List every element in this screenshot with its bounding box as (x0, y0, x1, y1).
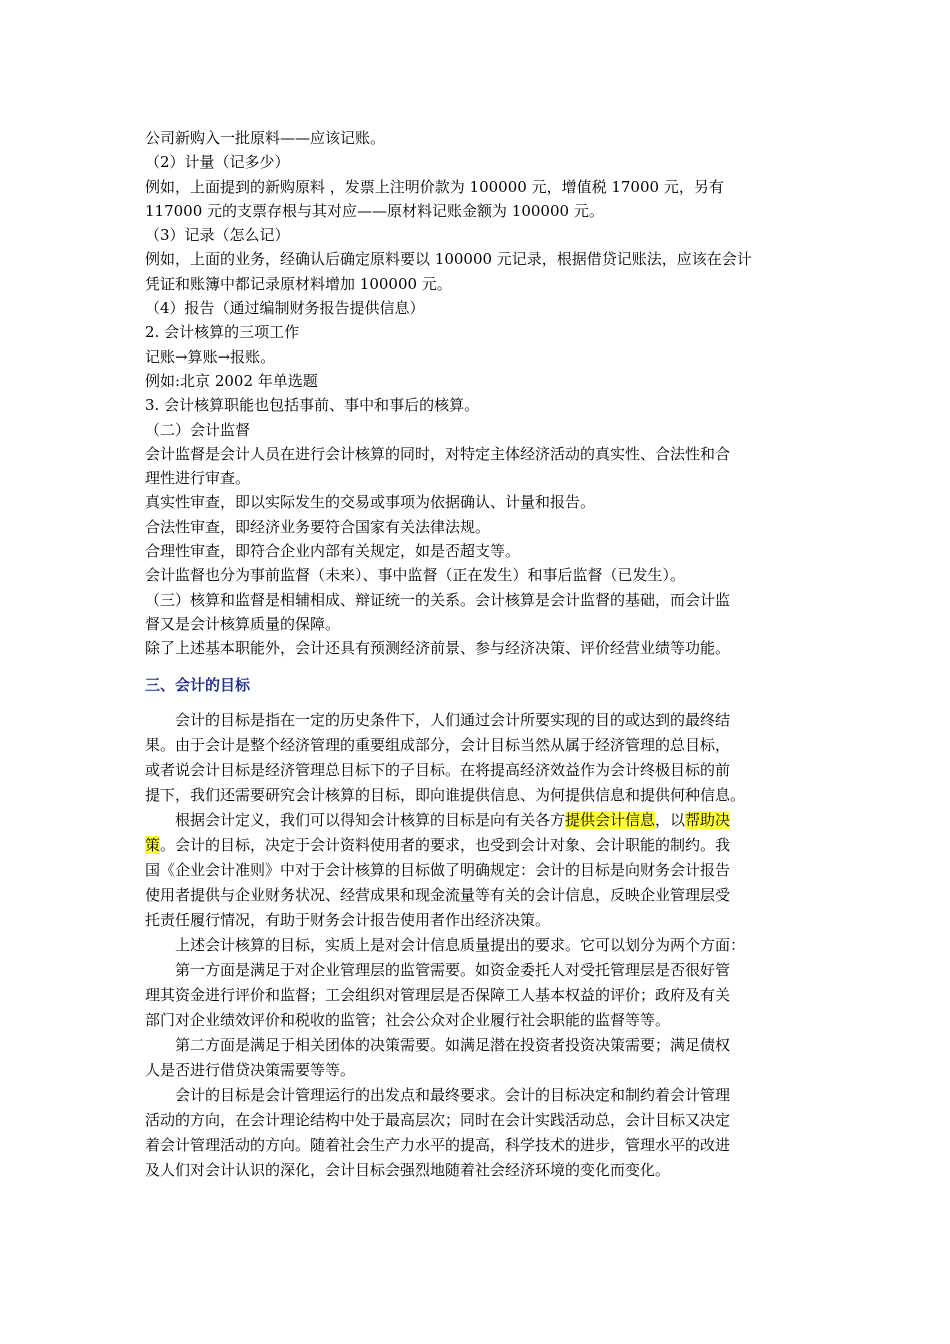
text-line: （2）计量（记多少） (145, 153, 290, 172)
text-line: 国《企业会计准则》中对于会计核算的目标做了明确规定：会计的目标是向财务会计报告 (145, 860, 731, 879)
paragraph-quality (145, 933, 810, 958)
section-heading: 三、会计的目标 (145, 675, 251, 694)
text-line: 使用者提供与企业财务状况、经营成果和现金流量等有关的会计信息，反映企业管理层受 (145, 885, 731, 904)
text-line: （二）会计监督 (145, 420, 251, 439)
text-line: 提下，我们还需要研究会计核算的目标，即向谁提供信息、为何提供信息和提供何种信息。 (145, 785, 746, 804)
text-line: 例如，上面的业务，经确认后确定原料要以 100000 元记录，根据借贷记账法，应该在会计 (145, 250, 752, 269)
text-line (145, 833, 810, 858)
text-line: 理性进行审查。 (145, 469, 251, 488)
text-line: 例如:北京 2002 年单选题 (145, 371, 318, 390)
text-line: 记账→算账→报账。 (145, 347, 276, 366)
paragraph-first-aspect (145, 958, 810, 1033)
text-line: 真实性审查，即以实际发生的交易或事项为依据确认、计量和报告。 (145, 493, 596, 512)
functions-section (145, 126, 810, 661)
text-line: （3）记录（怎么记） (145, 226, 290, 245)
text-line: 3. 会计核算职能也包括事前、事中和事后的核算。 (145, 396, 480, 415)
text-line: （三）核算和监督是相辅相成、辩证统一的关系。会计核算是会计监督的基础，而会计监 (145, 590, 731, 609)
text-line: 托责任履行情况，有助于财务会计报告使用者作出经济决策。 (145, 910, 551, 929)
text-line: 除了上述基本职能外，会计还具有预测经济前景、参与经济决策、评价经营业绩等功能。 (145, 639, 731, 658)
text-line: 理其资金进行评价和监督；工会组织对管理层是否保障工人基本权益的评价；政府及有关 (145, 985, 731, 1004)
text-line: 着会计管理活动的方向。随着社会生产力水平的提高，科学技术的进步，管理水平的改进 (145, 1135, 731, 1154)
text-line: 凭证和账簿中都记录原材料增加 100000 元。 (145, 274, 452, 293)
highlighted-text: 帮助决 (685, 810, 731, 829)
text-line: 会计的目标是会计管理运行的出发点和最终要求。会计的目标决定和制约着会计管理 (175, 1085, 731, 1104)
text-line: 部门对企业绩效评价和税收的监管；社会公众对企业履行社会职能的监督等等。 (145, 1010, 671, 1029)
text-line: 会计监督是会计人员在进行会计核算的同时，对特定主体经济活动的真实性、合法性和合 (145, 444, 731, 463)
text-line: 公司新购入一批原料——应该记账。 (145, 129, 386, 147)
text-line: 督又是会计核算质量的保障。 (145, 614, 341, 633)
text-line: 上述会计核算的目标，实质上是对会计信息质量提出的要求。它可以划分为两个方面： (175, 935, 746, 954)
text-line: 第一方面是满足于对企业管理层的监管需要。如资金委托人对受托管理层是否很好管 (175, 960, 731, 979)
highlighted-text: 策 (145, 835, 161, 854)
paragraph-second-aspect (145, 1033, 810, 1083)
paragraph-definition (145, 708, 810, 808)
text-line (145, 808, 810, 833)
text-line: 果。由于会计是整个经济管理的重要组成部分，会计目标当然从属于经济管理的总目标， (145, 735, 731, 754)
text-line: 会计的目标是指在一定的历史条件下，人们通过会计所要实现的目的或达到的最终结 (175, 710, 731, 729)
text-run: 根据会计定义，我们可以得知会计核算的目标是向有关各方 (175, 810, 566, 829)
text-line: 2. 会计核算的三项工作 (145, 323, 300, 342)
text-line: 人是否进行借贷决策需要等等。 (145, 1060, 356, 1079)
text-line: 合理性审查，即符合企业内部有关规定，如是否超支等。 (145, 542, 521, 561)
text-line: （4）报告（通过编制财务报告提供信息） (145, 299, 425, 318)
text-line: 或者说会计目标是经济管理总目标下的子目标。在将提高经济效益作为会计终极目标的前 (145, 760, 731, 779)
text-line: 117000 元的支票存根与其对应——原材料记账金额为 100000 元。 (145, 201, 604, 220)
text-run: ，以 (655, 810, 686, 829)
document-body (145, 126, 810, 1183)
text-line: 第二方面是满足于相关团体的决策需要。如满足潜在投资者投资决策需要；满足债权 (175, 1035, 731, 1054)
text-line: 及人们对会计认识的深化，会计目标会强烈地随着社会经济环境的变化而变化。 (145, 1160, 671, 1179)
paragraph-conclusion (145, 1083, 810, 1183)
text-line: 例如，上面提到的新购原料 ，发票上注明价款为 100000 元，增值税 17000 元，另有 (145, 177, 724, 196)
text-line: 合法性审查，即经济业务要符合国家有关法律法规。 (145, 517, 491, 536)
highlighted-text: 提供会计信息 (565, 810, 656, 829)
text-line: 活动的方向，在会计理论结构中处于最高层次；同时在会计实践活动总，会计目标又决定 (145, 1110, 731, 1129)
paragraph-objective (145, 808, 810, 933)
text-run: 。会计的目标，决定于会计资料使用者的要求，也受到会计对象、会计职能的制约。我 (160, 835, 731, 854)
text-line: 会计监督也分为事前监督（未来）、事中监督（正在发生）和事后监督（已发生）。 (145, 566, 686, 585)
